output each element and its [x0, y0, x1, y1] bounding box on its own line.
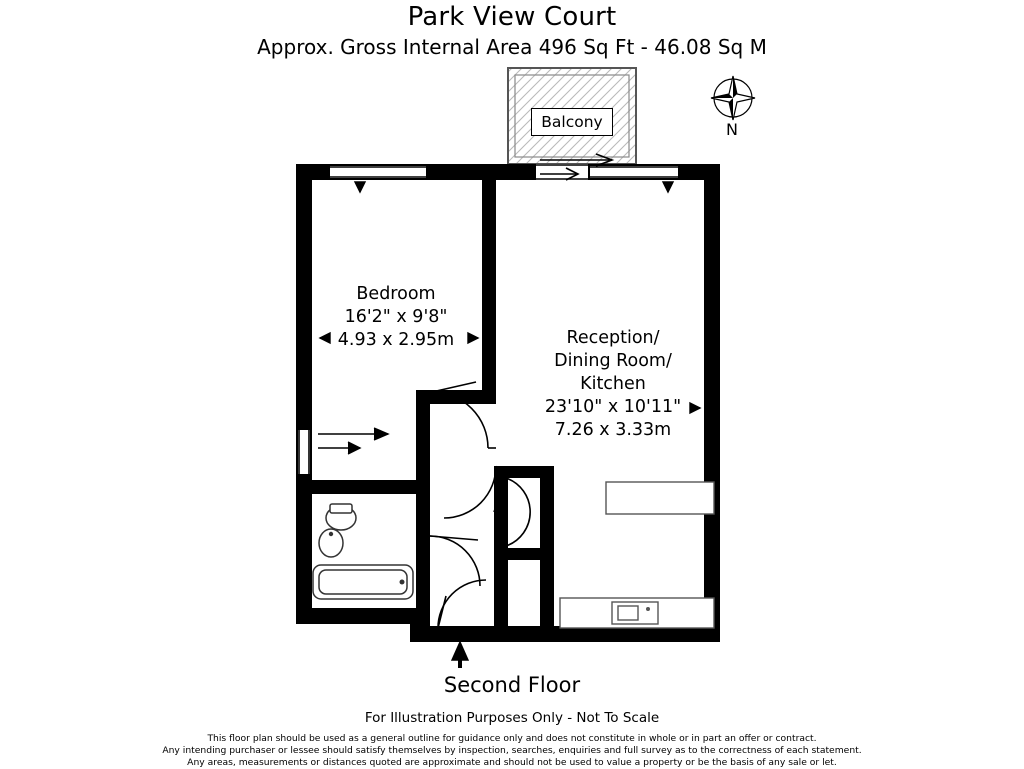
disclaimer-line-2: Any intending purchaser or lessee should satisfy themselves by inspection, searches, enquiries and full survey as to the correctness of each statement.: [162, 745, 862, 757]
compass-north-label: N: [726, 120, 738, 139]
reception-name-line1: Reception/: [566, 328, 660, 348]
bedroom-name: Bedroom: [356, 284, 436, 304]
bedroom-metric: 4.93 x 2.95m: [337, 330, 455, 351]
kitchen-fittings: [560, 482, 714, 628]
disclaimer: [0, 733, 1024, 769]
room-label-balcony: Balcony: [531, 108, 613, 136]
disclaimer-line-1: This floor plan should be used as a general outline for guidance only and does not constitute in whole or in part an offer or contract.: [207, 733, 817, 744]
page-title: Park View Court: [407, 2, 617, 32]
floor-label: Second Floor: [443, 673, 581, 697]
area-subtitle: Approx. Gross Internal Area 496 Sq Ft - 46.08 Sq M: [257, 35, 767, 59]
bedroom-imperial: 16'2" x 9'8": [344, 307, 448, 328]
reception-metric: 7.26 x 3.33m: [554, 420, 672, 441]
room-label-bedroom: [286, 283, 506, 352]
reception-imperial: 23'10" x 10'11": [544, 397, 682, 418]
compass-rose-icon: [711, 76, 755, 120]
room-label-reception: [503, 327, 723, 442]
disclaimer-line-3: Any areas, measurements or distances quoted are approximate and should not be used to value a property or be the basis of any sale or let.: [187, 757, 837, 769]
reception-name-line3: Kitchen: [580, 374, 646, 395]
illustration-note: For Illustration Purposes Only - Not To Scale: [364, 710, 660, 726]
bathroom-fixtures: [313, 504, 413, 599]
reception-name-line2: Dining Room/: [554, 351, 672, 372]
